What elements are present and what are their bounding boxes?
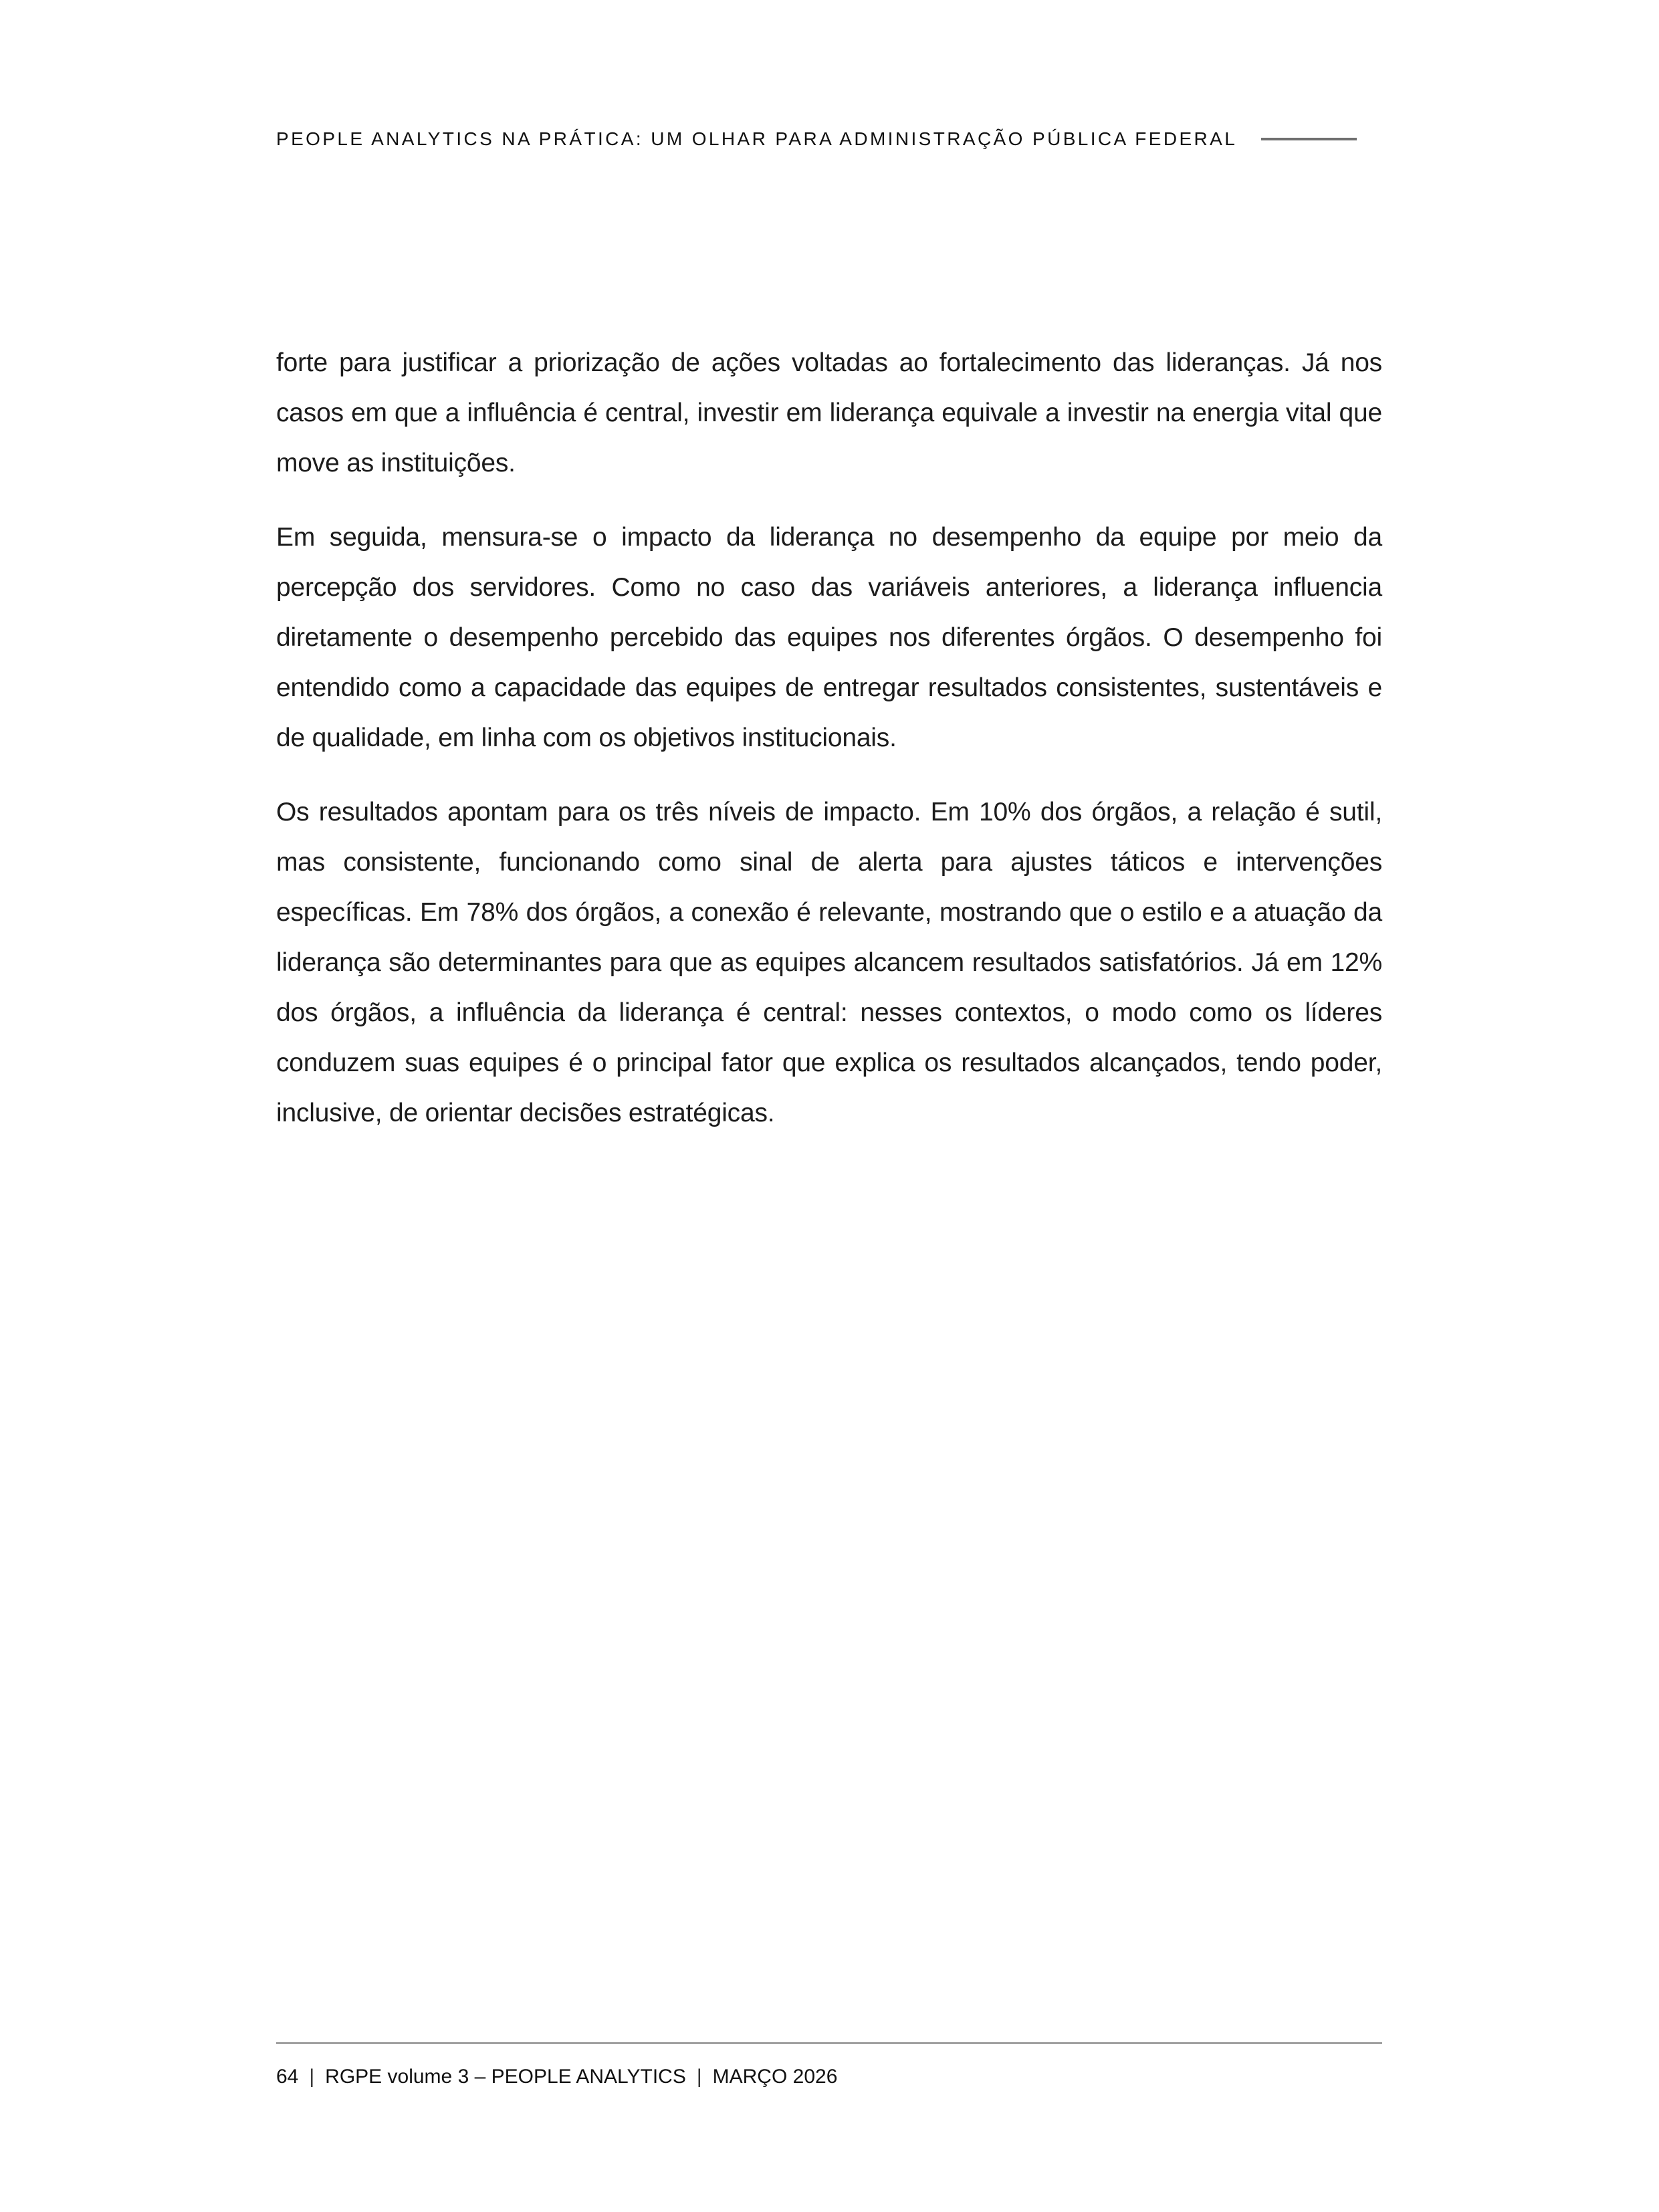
footer-volume-label: RGPE volume 3 – PEOPLE ANALYTICS bbox=[325, 2066, 686, 2088]
running-header-title: PEOPLE ANALYTICS NA PRÁTICA: UM OLHAR PARA ADMINISTRAÇÃO PÚBLICA FEDERAL bbox=[276, 128, 1238, 149]
paragraph: Os resultados apontam para os três níveis de impacto. Em 10% dos órgãos, a relação é sutil, mas consistente, funcionando como sinal de alerta para ajustes táticos e intervenções específicas. Em 78% dos órgãos, a conexão é relevante, mostrando que o estilo e a atuação da liderança são determinantes para que as equipes alcancem resultados satisfatórios. Já em 12% dos órgãos, a influência da liderança é central: nesses contextos, o modo como os líderes conduzem suas equipes é o principal fator que explica os resultados alcançados, tendo poder, inclusive, de orientar decisões estratégicas. bbox=[276, 798, 1382, 1127]
footer-separator: | bbox=[696, 2066, 702, 2088]
page-number: 64 bbox=[276, 2066, 299, 2088]
footer-rule bbox=[276, 2042, 1382, 2044]
header-rule bbox=[1261, 138, 1357, 140]
page-body bbox=[276, 338, 1382, 1138]
running-header bbox=[276, 126, 1382, 152]
footer-date-label: MARÇO 2026 bbox=[712, 2066, 838, 2088]
footer-separator: | bbox=[309, 2066, 315, 2088]
paragraph: forte para justificar a priorização de ações voltadas ao fortalecimento das lideranças. Já nos casos em que a influência é central, investir em liderança equivale a investir na energia vital que move as instituições. bbox=[276, 348, 1382, 477]
paragraph: Em seguida, mensura-se o impacto da liderança no desempenho da equipe por meio da percepção dos servidores. Como no caso das variáveis anteriores, a liderança influencia diretamente o desempenho percebido das equipes nos diferentes órgãos. O desempenho foi entendido como a capacidade das equipes de entregar resultados consistentes, sustentáveis e de qualidade, em linha com os objetivos institucionais. bbox=[276, 523, 1382, 752]
page-footer bbox=[276, 2064, 1382, 2090]
